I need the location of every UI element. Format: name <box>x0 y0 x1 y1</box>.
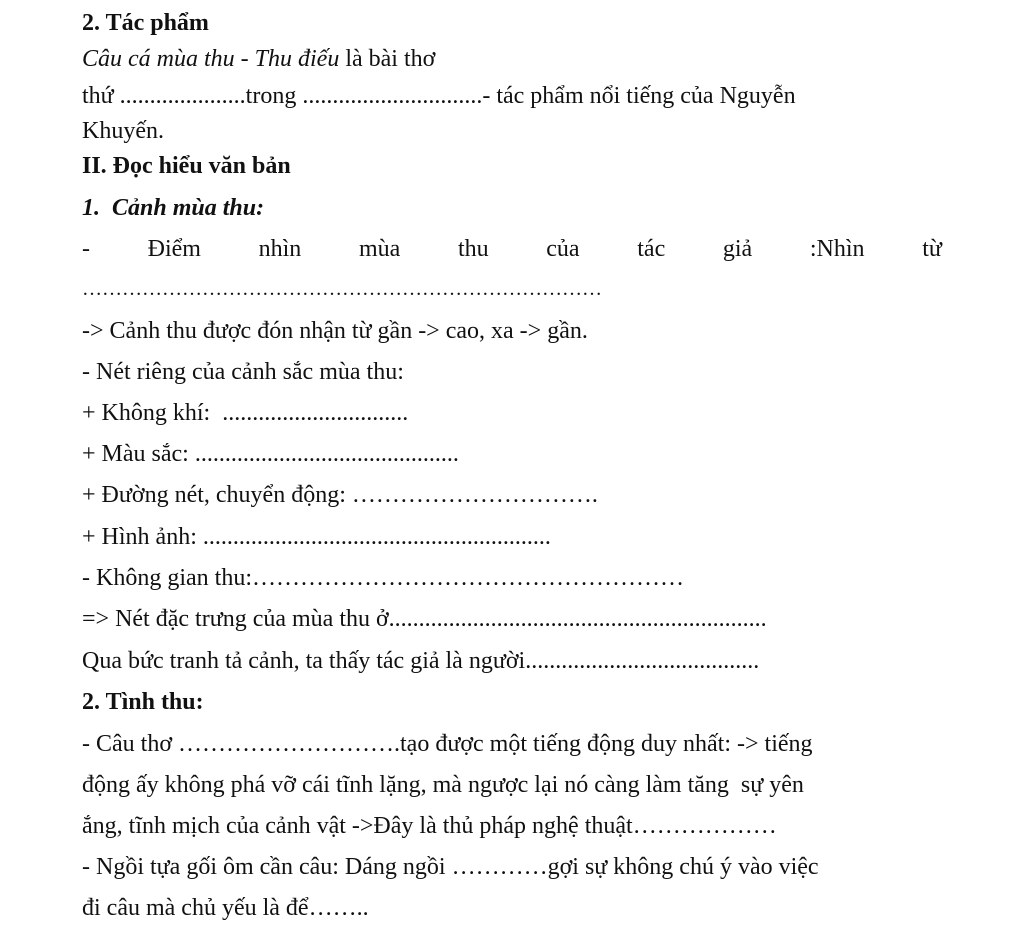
word: - <box>82 236 90 262</box>
line-hinh-anh: + Hình ảnh: .......................................................... <box>82 524 551 550</box>
word: giả <box>722 236 753 262</box>
word: nhìn <box>258 236 302 262</box>
line-net-rieng: - Nét riêng của cảnh sắc mùa thu: <box>82 359 404 385</box>
word: từ <box>922 236 942 262</box>
line-net-dac-trung: => Nét đặc trưng của mùa thu ở............................................................... <box>82 606 767 632</box>
blank-dots-diem-nhin: …………………………………………………………………… <box>82 278 602 300</box>
subheading-tinh-thu: 2. Tình thu: <box>82 689 204 715</box>
line-diem-nhin <box>82 234 942 264</box>
poem-title: Câu cá mùa thu - Thu điếu <box>82 46 340 72</box>
line-cau-tho-1: - Câu thơ ……………………….tạo được một tiếng động duy nhất: -> tiếng <box>82 731 813 757</box>
line-ngoi-tua-2: đi câu mà chủ yếu là để…….. <box>82 895 369 921</box>
line-cau-ca-mua-thu <box>82 44 435 74</box>
line-khong-khi: + Không khí: ............................... <box>82 400 409 426</box>
line-qua-buc-tranh: Qua bức tranh tả cảnh, ta thấy tác giả là người....................................... <box>82 648 760 674</box>
subheading-canh-mua-thu: 1. Cảnh mùa thu: <box>82 195 265 221</box>
word: Điểm <box>147 236 201 262</box>
word: :Nhìn <box>809 236 865 262</box>
line-canh-thu-don-nhan: -> Cảnh thu được đón nhận từ gần -> cao, xa -> gần. <box>82 318 588 344</box>
line-khong-gian: - Không gian thu:……………………………………………… <box>82 565 684 591</box>
line-ngoi-tua-1: - Ngồi tựa gối ôm cần câu: Dáng ngồi …………gợi sự không chú ý vào việc <box>82 854 819 880</box>
word: của <box>546 236 580 262</box>
line-bai-tho-thu: thứ .....................trong ..............................- tác phẩm nổi tiếng của Nguyễn <box>82 83 796 109</box>
word: tác <box>637 236 666 262</box>
line-khuyen: Khuyến. <box>82 118 164 144</box>
word: thu <box>457 236 489 262</box>
line-duong-net: + Đường nét, chuyển động: …………………………. <box>82 482 598 508</box>
line-cau-tho-2: động ấy không phá vỡ cái tĩnh lặng, mà ngược lại nó càng làm tăng sự yên <box>82 772 804 798</box>
line-mau-sac: + Màu sắc: ............................................ <box>82 441 459 467</box>
word: mùa <box>358 236 401 262</box>
line-cau-tho-3: ắng, tĩnh mịch của cảnh vật ->Đây là thủ pháp nghệ thuật……………… <box>82 813 777 839</box>
poem-title-rest: là bài thơ <box>339 46 436 72</box>
heading-tac-pham: 2. Tác phẩm <box>82 10 209 36</box>
heading-doc-hieu: II. Đọc hiểu văn bản <box>82 153 291 179</box>
